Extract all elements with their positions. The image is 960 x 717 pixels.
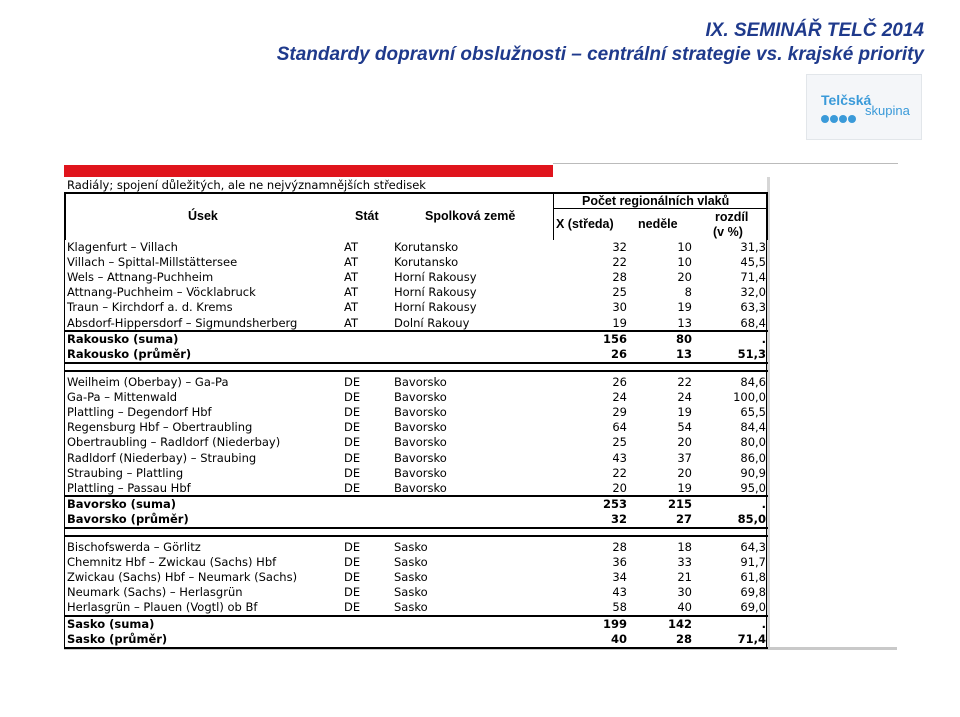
cell-n: 27 [675, 511, 692, 526]
cell-usek: Attnang-Puchheim – Vöcklabruck [67, 285, 256, 300]
table-row [64, 540, 768, 555]
table-row [64, 300, 768, 315]
cell-n: 40 [677, 600, 692, 615]
cell-n: 80 [675, 331, 692, 346]
cell-n: 18 [677, 540, 692, 554]
avg-row [64, 512, 768, 527]
table-border [64, 192, 65, 647]
cell-x: 43 [612, 585, 627, 600]
cell-r: 64,3 [740, 540, 766, 554]
cell-r: 86,0 [740, 450, 766, 465]
cell-stat: AT [344, 240, 358, 254]
table-row [64, 466, 768, 481]
cell-r: 71,4 [740, 270, 766, 285]
cell-stat: DE [344, 450, 361, 465]
telcska-skupina-logo [806, 74, 922, 140]
cell-zeme: Bavorsko [394, 480, 447, 495]
avg-row [64, 632, 768, 647]
cell-r: . [761, 496, 766, 511]
cell-usek: Zwickau (Sachs) Hbf – Neumark (Sachs) [67, 570, 298, 585]
cell-usek: Wels – Attnang-Puchheim [67, 270, 214, 285]
table-border [766, 192, 767, 647]
accent-bar [64, 165, 553, 177]
cell-zeme: Sasko [394, 600, 428, 615]
cell-r: 91,7 [740, 555, 766, 570]
table-row [64, 405, 768, 420]
cell-x: 32 [610, 511, 627, 526]
divider-line [553, 163, 898, 164]
cell-usek: Radldorf (Niederbay) – Straubing [67, 450, 257, 465]
cell-zeme: Bavorsko [394, 420, 447, 435]
cell-r: 80,0 [740, 435, 766, 450]
cell-stat: AT [344, 300, 358, 315]
cell-zeme: Sasko [394, 585, 428, 600]
cell-r: . [761, 331, 766, 346]
cell-usek: Villach – Spittal-Millstättersee [67, 255, 238, 270]
group-separator [64, 535, 768, 537]
cell-n: 20 [677, 435, 692, 450]
cell-usek: Bavorsko (průměr) [67, 511, 189, 526]
table-row [64, 255, 768, 270]
cell-x: 43 [612, 450, 627, 465]
cell-x: 199 [602, 616, 627, 631]
group-end-line [64, 362, 768, 364]
cell-r: . [761, 616, 766, 631]
cell-zeme: Horní Rakousy [394, 300, 477, 315]
cell-n: 19 [677, 405, 692, 420]
cell-n: 19 [677, 480, 692, 495]
cell-usek: Straubing – Plattling [67, 465, 184, 480]
cell-usek: Bischofswerda – Görlitz [67, 540, 201, 554]
cell-stat: DE [344, 585, 361, 600]
cell-r: 31,3 [740, 240, 766, 254]
cell-x: 25 [612, 435, 627, 450]
cell-n: 22 [677, 375, 692, 389]
header-subline [553, 208, 768, 209]
cell-n: 10 [677, 255, 692, 270]
cell-x: 20 [612, 480, 627, 495]
table-row [64, 451, 768, 466]
cell-n: 8 [684, 285, 692, 300]
cell-n: 10 [677, 240, 692, 254]
table-row [64, 316, 768, 331]
cell-r: 45,5 [740, 255, 766, 270]
col-zeme: Spolková země [425, 209, 516, 223]
cell-r: 51,3 [737, 346, 766, 361]
header-divider [553, 192, 554, 240]
cell-r: 90,9 [740, 465, 766, 480]
cell-stat: DE [344, 405, 361, 420]
cell-x: 26 [612, 375, 627, 389]
col-nedele: neděle [638, 217, 678, 231]
cell-x: 64 [612, 420, 627, 435]
table-row [64, 481, 768, 496]
cell-usek: Regensburg Hbf – Obertraubling [67, 420, 253, 435]
sum-row [64, 497, 768, 512]
cell-x: 156 [602, 331, 627, 346]
cell-x: 19 [612, 315, 627, 330]
cell-usek: Ga-Pa – Mittenwald [67, 390, 178, 405]
cell-n: 33 [677, 555, 692, 570]
cell-stat: DE [344, 480, 361, 495]
cell-n: 20 [677, 465, 692, 480]
cell-stat: DE [344, 435, 361, 450]
cell-x: 26 [610, 346, 627, 361]
cell-usek: Weilheim (Oberbay) – Ga-Pa [67, 375, 229, 389]
cell-usek: Absdorf-Hippersdorf – Sigmundsherberg [67, 315, 298, 330]
slide-subtitle: Standardy dopravní obslužnosti – centrální strategie vs. krajské priority [276, 44, 924, 65]
col-rozdil: rozdíl [715, 210, 749, 224]
cell-x: 40 [610, 631, 627, 646]
cell-zeme: Sasko [394, 555, 428, 570]
cell-n: 54 [677, 420, 692, 435]
cell-zeme: Horní Rakousy [394, 285, 477, 300]
cell-usek: Rakousko (suma) [67, 331, 179, 346]
cell-x: 22 [612, 255, 627, 270]
cell-r: 61,8 [740, 570, 766, 585]
cell-zeme: Sasko [394, 570, 428, 585]
cell-n: 13 [675, 346, 692, 361]
cell-r: 85,0 [737, 511, 766, 526]
cell-usek: Traun – Kirchdorf a. d. Krems [67, 300, 233, 315]
cell-n: 13 [677, 315, 692, 330]
group-separator [64, 370, 768, 372]
table-row [64, 240, 768, 255]
cell-x: 36 [612, 555, 627, 570]
table-row [64, 270, 768, 285]
cell-zeme: Bavorsko [394, 435, 447, 450]
logo-text-line1: Telčská [821, 92, 872, 108]
cell-r: 69,0 [740, 600, 766, 615]
cell-n: 24 [677, 390, 692, 405]
cell-r: 95,0 [740, 480, 766, 495]
cell-n: 19 [677, 300, 692, 315]
cell-usek: Chemnitz Hbf – Zwickau (Sachs) Hbf [67, 555, 277, 570]
col-streda: X (středa) [556, 217, 614, 231]
cell-r: 100,0 [733, 390, 766, 405]
cell-stat: DE [344, 555, 361, 570]
cell-stat: DE [344, 465, 361, 480]
table-row [64, 390, 768, 405]
cell-x: 30 [612, 300, 627, 315]
table-row [64, 375, 768, 390]
cell-n: 21 [677, 570, 692, 585]
cell-x: 34 [612, 570, 627, 585]
cell-stat: AT [344, 315, 358, 330]
cell-x: 28 [612, 540, 627, 554]
cell-r: 84,6 [740, 375, 766, 389]
table-row [64, 600, 768, 615]
cell-r: 68,4 [740, 315, 766, 330]
cell-usek: Plattling – Passau Hbf [67, 480, 191, 495]
col-stat: Stát [355, 209, 379, 223]
cell-x: 29 [612, 405, 627, 420]
cell-x: 24 [612, 390, 627, 405]
cell-n: 28 [675, 631, 692, 646]
cell-n: 20 [677, 270, 692, 285]
cell-zeme: Korutansko [394, 255, 459, 270]
col-rozdil-unit: (v %) [713, 225, 743, 239]
col-pocet: Počet regionálních vlaků [582, 194, 730, 208]
cell-x: 28 [612, 270, 627, 285]
sum-row [64, 332, 768, 347]
cell-r: 69,8 [740, 585, 766, 600]
cell-x: 253 [602, 496, 627, 511]
table-row [64, 570, 768, 585]
cell-zeme: Korutansko [394, 240, 459, 254]
table-heading: Radiály; spojení důležitých, ale ne nejvýznamnějších středisek [67, 178, 426, 192]
cell-usek: Sasko (suma) [67, 616, 155, 631]
cell-r: 84,4 [740, 420, 766, 435]
cell-usek: Klagenfurt – Villach [67, 240, 178, 254]
cell-r: 32,0 [740, 285, 766, 300]
cell-zeme: Bavorsko [394, 390, 447, 405]
cell-usek: Sasko (průměr) [67, 631, 168, 646]
cell-usek: Bavorsko (suma) [67, 496, 176, 511]
cell-r: 65,5 [740, 405, 766, 420]
cell-stat: AT [344, 270, 358, 285]
cell-stat: DE [344, 420, 361, 435]
cell-r: 63,3 [740, 300, 766, 315]
table-row [64, 555, 768, 570]
cell-stat: DE [344, 390, 361, 405]
cell-stat: DE [344, 540, 361, 554]
cell-zeme: Horní Rakousy [394, 270, 477, 285]
cell-zeme: Bavorsko [394, 405, 447, 420]
sum-row [64, 617, 768, 632]
cell-stat: AT [344, 255, 358, 270]
group-end-line [64, 647, 768, 649]
cell-zeme: Bavorsko [394, 375, 447, 389]
cell-usek: Plattling – Degendorf Hbf [67, 405, 212, 420]
cell-zeme: Bavorsko [394, 450, 447, 465]
slide-title: IX. SEMINÁŘ TELČ 2014 [705, 20, 924, 41]
cell-usek: Neumark (Sachs) – Herlasgrün [67, 585, 243, 600]
cell-zeme: Bavorsko [394, 465, 447, 480]
cell-x: 25 [612, 285, 627, 300]
group-end-line [64, 527, 768, 529]
cell-r: 71,4 [737, 631, 766, 646]
avg-row [64, 347, 768, 362]
cell-stat: AT [344, 285, 358, 300]
cell-zeme: Dolní Rakouy [394, 315, 470, 330]
cell-n: 215 [667, 496, 692, 511]
logo-text-line2: skupina [865, 103, 910, 118]
cell-stat: DE [344, 570, 361, 585]
table-row [64, 285, 768, 300]
cell-stat: DE [344, 375, 361, 389]
cell-zeme: Sasko [394, 540, 428, 554]
col-usek: Úsek [188, 209, 218, 223]
cell-stat: DE [344, 600, 361, 615]
table-row [64, 420, 768, 435]
cell-n: 142 [667, 616, 692, 631]
cell-usek: Rakousko (průměr) [67, 346, 192, 361]
cell-usek: Obertraubling – Radldorf (Niederbay) [67, 435, 281, 450]
logo-dots-icon [821, 108, 857, 127]
cell-x: 32 [612, 240, 627, 254]
cell-x: 58 [612, 600, 627, 615]
cell-x: 22 [612, 465, 627, 480]
cell-usek: Herlasgrün – Plauen (Vogtl) ob Bf [67, 600, 258, 615]
table-row [64, 585, 768, 600]
table-row [64, 435, 768, 450]
cell-n: 30 [677, 585, 692, 600]
cell-n: 37 [677, 450, 692, 465]
